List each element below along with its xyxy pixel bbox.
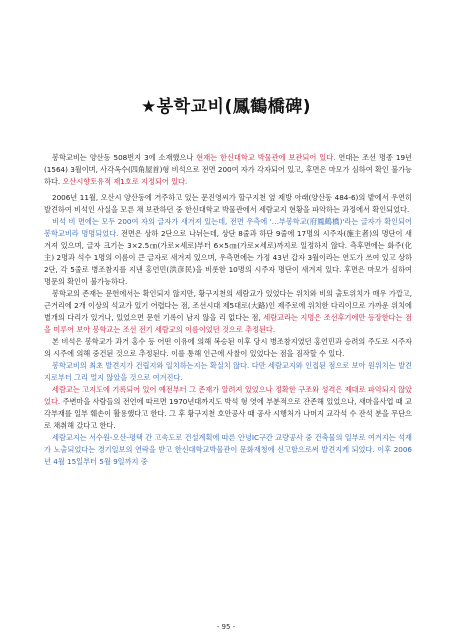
- text-run: 전면은 상하 2단으로 나뉘는데, 상단 8줄과 하단 9줄에 17명의 시주자(施主者)의 명단이 새겨져 있으며, 글자 크기는 3×2.5㎝(가로×세로)부터 6×5㎝(가로×세로)까지로 일정하지 않다. 측후면에는 화주(化主) 2명과 석수 1명의 이름이 큰 글자로 새겨져 있으며, 우측면에는 가정 43년 갑자 3월이라는 연도가 쓰여 있고 상하 2단, 각 5줄로 병조참지를 지낸 홍언민(洪彦民)을 비롯한 10명의 시주자 명단이 새겨져 있다. 후면은 마모가 심하여 명문의 확인이 불가능하다.: [44, 229, 412, 286]
- highlight-blue: 세람교지는 서수원-오산-평택 간 고속도로 건설계획에 따른 안녕IC구간 교량공사 중 건축물의 일부로 여겨지는 석재가 노출되었다는 경기일보의 연락을 받고 한신대학교박물관이 문화재청에 신고함으로써 발견지게 되었다. 이후 2006년 4월 15일부터 5월 9일까지 중: [44, 433, 412, 466]
- page-title: ★봉학교비(鳳鶴橋碑): [141, 97, 311, 117]
- paragraph: [44, 336, 412, 360]
- text-run: 주변마을 사람들의 전언에 따르면 1970년대까지도 박석 형 엿에 부분적으로 잔존해 있었으나, 새마을사업 때 교각부재를 일부 훼손이 활용했다고 한다. 그 후 황구지천 호안공사 때 공사 시행처가 나머지 교각석 수 잔석 분을 무단으로 채취해 갔다고 한다.: [44, 397, 412, 430]
- document-body: [44, 152, 412, 468]
- text-run: 봉학교의 존재는 문헌에서는 확인되지 않지만, 황구지천의 세람교가 있었다는 위치와 비의 출토위치가 매우 가깝고, 근거리에 2개 이상의 석교가 있기 어렵다는 점, 조선시대 제5대로(大路)인 제주로에 위치한 다리이므로 가까운 위치에 별개의 다리가 있거나, 있었으면 문헌 기록이 남지 않을 리 없다는 점,: [44, 289, 412, 322]
- highlight-blue: 비석 비 면에는 모두 200여 자의 글자가 새겨져 있는데, 전면 우측에 '…부봉학교(府鳳鶴橋)'라는 글자가 확인되어 봉학교비라 명명되었다.: [44, 217, 412, 238]
- paragraph: [44, 288, 412, 336]
- highlight-blue: 봉학교비의 최초 발견지가 건립지와 일치하는지는 확실치 않다. 다만 세람교지와 인접된 점으로 보아 원위치는 발견지로부터 그리 멀지 않았을 것으로 여겨진다.: [44, 361, 412, 382]
- highlight-red: 현재는 한신대학교 박물관에 보관되어 있다.: [196, 153, 336, 162]
- highlight-red: 오산시향토유적 제1호로 지정되어 있다.: [62, 177, 188, 186]
- paragraph: [44, 360, 412, 384]
- text-run: 봉학교비는 양산동 508번지 3에 소재했으나: [52, 153, 197, 162]
- paragraph: [44, 384, 412, 432]
- paragraph: [44, 152, 412, 188]
- paragraph: [44, 216, 412, 288]
- page-number: - 95 -: [216, 623, 236, 631]
- highlight-red: 세람교는 고지도에 기록되어 있어 예전부터 그 존재가 알려져 있었으나 정확한 구조와 성격은 제대로 파악되지 않았었다.: [44, 385, 412, 406]
- text-run: 연대는 조선 명종 19년(1564) 3월이며, 사각옥수(四角屋首)형 비석으로 전면 200여 자가 각자되어 있고, 후면은 마모가 심하여 확인 불가능하다.: [44, 153, 412, 186]
- text-run: 본 비석은 봉학교가 과거 홍수 등 어떤 이유에 의해 복승된 이후 당시 병조참지였던 홍언민과 승려의 주도로 시주자의 시주에 의해 중건된 것으로 추정된다. 이를 통해 인근에 사찰이 있었다는 점을 짐작할 수 있다.: [44, 337, 412, 358]
- paragraph: [44, 432, 412, 468]
- paragraph: [44, 192, 412, 216]
- text-run: 2006년 11월, 오산시 양산동에 거주하고 있는 문진영씨가 할구지천 옆 제방 아래(양산동 484-6)의 밭에서 우연히 발견하여 비석인 사실을 모른 채 보관하던 중 한신대학교 박물관에서 세람교지 현황을 파악하는 과정에서 확인되었다.: [44, 193, 412, 214]
- highlight-red: 세람교라는 지명은 조선후기에만 등장한다는 점을 미루어 보아 봉학교는 조선 전기 세람교의 이름이었던 것으로 추정된다.: [44, 313, 412, 334]
